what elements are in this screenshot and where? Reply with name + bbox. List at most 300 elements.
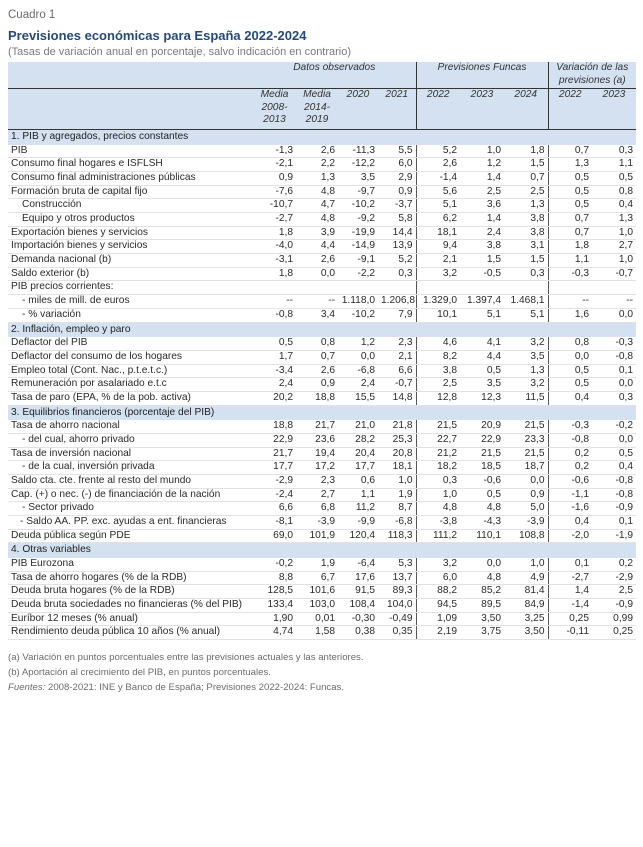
table-cell: 91,5 <box>338 585 378 599</box>
table-row <box>8 612 636 626</box>
table-cell: 2,7 <box>296 488 338 502</box>
row-label: - Sector privado <box>8 502 253 516</box>
table-cell: 0,4 <box>548 391 592 405</box>
table-cell: 0,01 <box>296 612 338 626</box>
table-cell: 0,5 <box>592 447 636 461</box>
table-cell: 3,5 <box>504 350 548 364</box>
table-row <box>8 461 636 475</box>
table-cell: -19,9 <box>338 226 378 240</box>
table-cell: 0,5 <box>253 337 296 350</box>
table-cell: 0,0 <box>592 308 636 322</box>
section-header-row <box>8 130 636 145</box>
header-group-row <box>8 62 636 89</box>
table-cell: -0,7 <box>592 267 636 281</box>
table-cell: 4,74 <box>253 626 296 640</box>
table-cell: 0,7 <box>548 145 592 158</box>
footnote-b: (b) Aportación al crecimiento del PIB, en puntos porcentuales. <box>8 667 271 679</box>
table-cell: 1,3 <box>592 213 636 227</box>
table-cell: 88,2 <box>416 585 460 599</box>
table-cell <box>378 281 416 295</box>
table-cell: 0,2 <box>548 447 592 461</box>
table-cell: -2,2 <box>338 267 378 281</box>
section-title: 1. PIB y agregados, precios constantes <box>8 130 636 145</box>
table-row <box>8 281 636 295</box>
table-row <box>8 391 636 405</box>
table-cell: 5,1 <box>460 308 504 322</box>
table-cell: 3,8 <box>504 213 548 227</box>
table-cell: -2,7 <box>253 213 296 227</box>
table-cell: 15,5 <box>338 391 378 405</box>
table-cell: 0,8 <box>592 185 636 199</box>
table-cell: -10,2 <box>338 199 378 213</box>
table-cell: 1,0 <box>416 488 460 502</box>
table-cell: 2,4 <box>253 378 296 392</box>
table-cell: 84,9 <box>504 599 548 613</box>
table-cell: 3,25 <box>504 612 548 626</box>
table-cell: 0,0 <box>460 558 504 571</box>
table-row <box>8 364 636 378</box>
table-cell: 4,4 <box>460 350 504 364</box>
table-cell: 3,8 <box>416 364 460 378</box>
table-cell: 5,8 <box>378 213 416 227</box>
table-cell: 0,99 <box>592 612 636 626</box>
table-cell: 1,4 <box>548 585 592 599</box>
table-cell: -3,7 <box>378 199 416 213</box>
table-row <box>8 515 636 529</box>
table-cell: 5,2 <box>378 254 416 268</box>
table-cell: 89,5 <box>460 599 504 613</box>
table-cell: 5,1 <box>416 199 460 213</box>
table-cell: 5,5 <box>378 145 416 158</box>
table-cell: -- <box>592 295 636 309</box>
table-cell: -12,2 <box>338 158 378 172</box>
table-cell: 0,1 <box>548 558 592 571</box>
table-cell: 0,4 <box>548 515 592 529</box>
column-header: 2021 <box>378 89 416 130</box>
table-cell: 1,4 <box>460 171 504 185</box>
table-cell: -2,0 <box>548 529 592 543</box>
table-cell: 3,2 <box>416 558 460 571</box>
table-cell: 69,0 <box>253 529 296 543</box>
section-title: 2. Inflación, empleo y paro <box>8 322 636 337</box>
table-cell: 11,5 <box>504 391 548 405</box>
table-cell: 111,2 <box>416 529 460 543</box>
table-row <box>8 558 636 571</box>
table-cell: -9,7 <box>338 185 378 199</box>
table-cell: -2,1 <box>253 158 296 172</box>
table-row <box>8 433 636 447</box>
table-cell: 0,9 <box>378 185 416 199</box>
table-cell: 0,0 <box>296 267 338 281</box>
table-cell: 1,1 <box>592 158 636 172</box>
table-cell: -0,6 <box>460 474 504 488</box>
sources-note <box>8 680 635 695</box>
table-cell: 0,8 <box>296 337 338 350</box>
table-cell: 2,1 <box>378 350 416 364</box>
table-cell: 1,5 <box>504 158 548 172</box>
table-cell: 6,7 <box>296 571 338 585</box>
row-label: Deuda pública según PDE <box>8 529 253 543</box>
table-cell: 19,4 <box>296 447 338 461</box>
row-label: Deflactor del PIB <box>8 337 253 350</box>
table-cell: -7,6 <box>253 185 296 199</box>
table-cell: -2,9 <box>592 571 636 585</box>
table-cell: 0,0 <box>548 350 592 364</box>
table-cell: 4,1 <box>460 337 504 350</box>
table-cell: -0,7 <box>378 378 416 392</box>
table-cell <box>416 281 460 295</box>
table-cell: 18,8 <box>253 420 296 433</box>
table-cell: 2,6 <box>296 254 338 268</box>
column-header: 2022 <box>548 89 592 130</box>
table-cell: 0,25 <box>548 612 592 626</box>
table-cell: 4,8 <box>460 571 504 585</box>
table-cell: 21,7 <box>296 420 338 433</box>
table-cell: 1.329,0 <box>416 295 460 309</box>
table-cell: 1,58 <box>296 626 338 640</box>
table-cell: 1,1 <box>548 254 592 268</box>
table-cell: -2,7 <box>548 571 592 585</box>
table-cell: 6,6 <box>378 364 416 378</box>
row-label: - de la cual, inversión privada <box>8 461 253 475</box>
table-cell: 0,7 <box>504 171 548 185</box>
table-cell: 0,5 <box>548 364 592 378</box>
table-cell: 1,7 <box>253 350 296 364</box>
row-label: Equipo y otros productos <box>8 213 253 227</box>
table-cell: 103,0 <box>296 599 338 613</box>
table-cell <box>296 281 338 295</box>
table-cell: 28,2 <box>338 433 378 447</box>
table-cell: -0,49 <box>378 612 416 626</box>
row-label: Euríbor 12 meses (% anual) <box>8 612 253 626</box>
table-cell: 23,6 <box>296 433 338 447</box>
table-cell: -0,3 <box>548 267 592 281</box>
table-cell: 0,0 <box>592 433 636 447</box>
table-cell: 3,1 <box>504 240 548 254</box>
table-cell: 21,5 <box>504 447 548 461</box>
table-cell: -6,8 <box>338 364 378 378</box>
table-cell: -8,1 <box>253 515 296 529</box>
table-cell: 6,2 <box>416 213 460 227</box>
row-label: Importación bienes y servicios <box>8 240 253 254</box>
table-row <box>8 378 636 392</box>
table-cell: 18,5 <box>460 461 504 475</box>
table-cell: 3,50 <box>504 626 548 640</box>
table-cell: 18,7 <box>504 461 548 475</box>
table-cell: 104,0 <box>378 599 416 613</box>
table-cell: 18,1 <box>416 226 460 240</box>
table-cell: 89,3 <box>378 585 416 599</box>
table-row <box>8 447 636 461</box>
table-cell: 1,0 <box>378 474 416 488</box>
table-cell: 14,4 <box>378 226 416 240</box>
table-cell: 18,1 <box>378 461 416 475</box>
table-cell: 4,8 <box>460 502 504 516</box>
row-label: - miles de mill. de euros <box>8 295 253 309</box>
section-header-row <box>8 322 636 337</box>
table-row <box>8 488 636 502</box>
table-row <box>8 226 636 240</box>
row-label: - % variación <box>8 308 253 322</box>
table-cell: -3,4 <box>253 364 296 378</box>
table-cell: 14,8 <box>378 391 416 405</box>
table-cell: 0,38 <box>338 626 378 640</box>
table-cell: 1.468,1 <box>504 295 548 309</box>
table-cell: 8,2 <box>416 350 460 364</box>
table-row <box>8 267 636 281</box>
table-cell: 0,9 <box>253 171 296 185</box>
table-cell: 1,8 <box>504 145 548 158</box>
row-label: Exportación bienes y servicios <box>8 226 253 240</box>
table-cell: -0,8 <box>253 308 296 322</box>
table-cell: -0,5 <box>460 267 504 281</box>
table-cell: 6,0 <box>378 158 416 172</box>
table-cell: 4,8 <box>296 213 338 227</box>
column-header: Media 2014-2019 <box>296 89 338 130</box>
table-row <box>8 171 636 185</box>
table-row <box>8 295 636 309</box>
table-row <box>8 350 636 364</box>
table-cell: 13,7 <box>378 571 416 585</box>
row-label: Deflactor del consumo de los hogares <box>8 350 253 364</box>
table-cell: 21,7 <box>253 447 296 461</box>
table-row <box>8 185 636 199</box>
table-row <box>8 420 636 433</box>
table-cell: 0,5 <box>548 171 592 185</box>
table-cell: -10,2 <box>338 308 378 322</box>
table-cell: 11,2 <box>338 502 378 516</box>
table-cell: 21,2 <box>416 447 460 461</box>
row-label: Formación bruta de capital fijo <box>8 185 253 199</box>
table-cell: 12,3 <box>460 391 504 405</box>
table-cell: 20,4 <box>338 447 378 461</box>
table-cell: 0,0 <box>592 378 636 392</box>
table-cell: 2,1 <box>416 254 460 268</box>
table-cell: -4,0 <box>253 240 296 254</box>
table-cell: 3,75 <box>460 626 504 640</box>
table-cell: 0,5 <box>548 199 592 213</box>
table-cell: 2,4 <box>338 378 378 392</box>
table-cell: 12,8 <box>416 391 460 405</box>
row-label: Construcción <box>8 199 253 213</box>
row-label: Empleo total (Cont. Nac., p.t.e.t.c.) <box>8 364 253 378</box>
table-cell: -3,9 <box>296 515 338 529</box>
table-cell: 3,9 <box>296 226 338 240</box>
table-cell: 20,9 <box>460 420 504 433</box>
table-cell: 2,3 <box>296 474 338 488</box>
table-cell: -10,7 <box>253 199 296 213</box>
table-row <box>8 571 636 585</box>
row-label: Deuda bruta hogares (% de la RDB) <box>8 585 253 599</box>
header-blank <box>8 62 253 89</box>
table-row <box>8 213 636 227</box>
table-cell: 0,5 <box>548 378 592 392</box>
table-cell: 1,3 <box>548 158 592 172</box>
table-cell: 13,9 <box>378 240 416 254</box>
table-cell: 25,3 <box>378 433 416 447</box>
table-row <box>8 585 636 599</box>
table-cell: 0,5 <box>460 488 504 502</box>
table-cell: 0,3 <box>416 474 460 488</box>
table-cell: -3,8 <box>416 515 460 529</box>
table-cell: -0,9 <box>592 599 636 613</box>
table-cell: 5,2 <box>416 145 460 158</box>
row-label: - del cual, ahorro privado <box>8 433 253 447</box>
row-label: Deuda bruta sociedades no financieras (% del PIB) <box>8 599 253 613</box>
row-label: PIB precios corrientes: <box>8 281 253 295</box>
table-row <box>8 158 636 172</box>
table-cell: 1,0 <box>592 254 636 268</box>
table-cell: -0,8 <box>548 433 592 447</box>
table-cell: -1,4 <box>548 599 592 613</box>
row-label: Demanda nacional (b) <box>8 254 253 268</box>
table-cell: 120,4 <box>338 529 378 543</box>
column-header: 2020 <box>338 89 378 130</box>
section-header-row <box>8 405 636 420</box>
table-cell: -0,2 <box>592 420 636 433</box>
table-row <box>8 337 636 350</box>
table-cell: 3,50 <box>460 612 504 626</box>
header-group-observed: Datos observados <box>253 62 416 89</box>
table-cell: 1,5 <box>460 254 504 268</box>
header-column-row <box>8 89 636 130</box>
sources-text: 2008-2021: INE y Banco de España; Previsiones 2022-2024: Funcas. <box>45 682 345 694</box>
table-cell: 0,0 <box>504 474 548 488</box>
table-cell: 1,90 <box>253 612 296 626</box>
row-label: Remuneración por asalariado e.t.c <box>8 378 253 392</box>
table-cell: 0,1 <box>592 515 636 529</box>
table-row <box>8 145 636 158</box>
table-cell: 1,3 <box>296 171 338 185</box>
table-cell: 110,1 <box>460 529 504 543</box>
table-cell: 0,5 <box>548 185 592 199</box>
table-cell: 0,1 <box>592 364 636 378</box>
table-cell <box>253 281 296 295</box>
table-cell: -0,2 <box>253 558 296 571</box>
table-cell: 1,9 <box>378 488 416 502</box>
table-cell: -0,3 <box>592 337 636 350</box>
table-cell: 5,1 <box>504 308 548 322</box>
table-cell: 1,2 <box>338 337 378 350</box>
table-cell: 2,6 <box>416 158 460 172</box>
table-row <box>8 308 636 322</box>
table-cell: -3,9 <box>504 515 548 529</box>
table-cell: 0,4 <box>592 199 636 213</box>
table-cell <box>338 281 378 295</box>
table-cell: -9,1 <box>338 254 378 268</box>
table-cell: 1,6 <box>548 308 592 322</box>
table-cell: 4,8 <box>296 185 338 199</box>
table-cell: 1,0 <box>460 145 504 158</box>
table-cell: 128,5 <box>253 585 296 599</box>
table-cell: 1,0 <box>504 558 548 571</box>
table-cell: 0,9 <box>296 378 338 392</box>
table-cell: -0,8 <box>592 350 636 364</box>
table-cell: 17,2 <box>296 461 338 475</box>
table-cell: 1,8 <box>253 267 296 281</box>
row-label: PIB Eurozona <box>8 558 253 571</box>
table-cell: 18,2 <box>416 461 460 475</box>
table-title: Previsiones económicas para España 2022-2024 <box>8 28 307 43</box>
table-cell: -0,8 <box>592 474 636 488</box>
column-header: 2023 <box>592 89 636 130</box>
table-cell: 2,5 <box>416 378 460 392</box>
table-cell: -0,9 <box>592 502 636 516</box>
table-row <box>8 626 636 640</box>
row-label: PIB <box>8 145 253 158</box>
table-cell: 22,7 <box>416 433 460 447</box>
table-cell: -9,2 <box>338 213 378 227</box>
table-cell: 0,8 <box>548 337 592 350</box>
table-cell: 3,2 <box>504 378 548 392</box>
table-cell: 21,8 <box>378 420 416 433</box>
table-cell: -0,11 <box>548 626 592 640</box>
table-cell: 23,3 <box>504 433 548 447</box>
table-cell: 2,6 <box>296 364 338 378</box>
table-cell: 1,4 <box>460 213 504 227</box>
table-cell: 81,4 <box>504 585 548 599</box>
table-cell: -0,3 <box>548 420 592 433</box>
row-label: - Saldo AA. PP. exc. ayudas a ent. financieras <box>8 515 253 529</box>
table-cell: 4,6 <box>416 337 460 350</box>
table-cell: 0,7 <box>296 350 338 364</box>
table-cell: 133,4 <box>253 599 296 613</box>
table-cell <box>548 281 592 295</box>
table-cell: -- <box>296 295 338 309</box>
header-group-revision: Variación de las previsiones (a) <box>548 62 636 89</box>
row-label: Consumo final hogares e ISFLSH <box>8 158 253 172</box>
table-cell: 108,8 <box>504 529 548 543</box>
table-cell: 1,8 <box>548 240 592 254</box>
table-row <box>8 240 636 254</box>
table-row <box>8 254 636 268</box>
table-cell: 0,4 <box>592 461 636 475</box>
table-cell: 7,9 <box>378 308 416 322</box>
table-cell: 1.206,8 <box>378 295 416 309</box>
table-cell: 17,7 <box>253 461 296 475</box>
table-cell: 4,7 <box>296 199 338 213</box>
table-cell: 1,0 <box>592 226 636 240</box>
table-cell: 85,2 <box>460 585 504 599</box>
table-cell: 0,2 <box>592 558 636 571</box>
table-row <box>8 199 636 213</box>
table-row <box>8 599 636 613</box>
table-cell: -1,6 <box>548 502 592 516</box>
table-cell: 94,5 <box>416 599 460 613</box>
table-cell: 1,3 <box>504 199 548 213</box>
table-cell: -0,30 <box>338 612 378 626</box>
table-cell: 2,5 <box>504 185 548 199</box>
forecast-table <box>8 62 636 640</box>
table-cell: 3,5 <box>460 378 504 392</box>
row-label: Tasa de ahorro hogares (% de la RDB) <box>8 571 253 585</box>
table-cell <box>460 281 504 295</box>
table-cell: 3,8 <box>460 240 504 254</box>
table-cell: 5,3 <box>378 558 416 571</box>
sources-label: Fuentes: <box>8 682 46 694</box>
table-row <box>8 474 636 488</box>
table-cell: 1,9 <box>296 558 338 571</box>
table-cell: 0,0 <box>338 350 378 364</box>
table-cell <box>504 281 548 295</box>
table-cell: 5,0 <box>504 502 548 516</box>
table-cell: 20,2 <box>253 391 296 405</box>
table-cell: 1,5 <box>504 254 548 268</box>
table-cell: 5,6 <box>416 185 460 199</box>
table-cell: 0,3 <box>592 145 636 158</box>
row-label: Rendimiento deuda pública 10 años (% anual) <box>8 626 253 640</box>
table-cell: 8,7 <box>378 502 416 516</box>
